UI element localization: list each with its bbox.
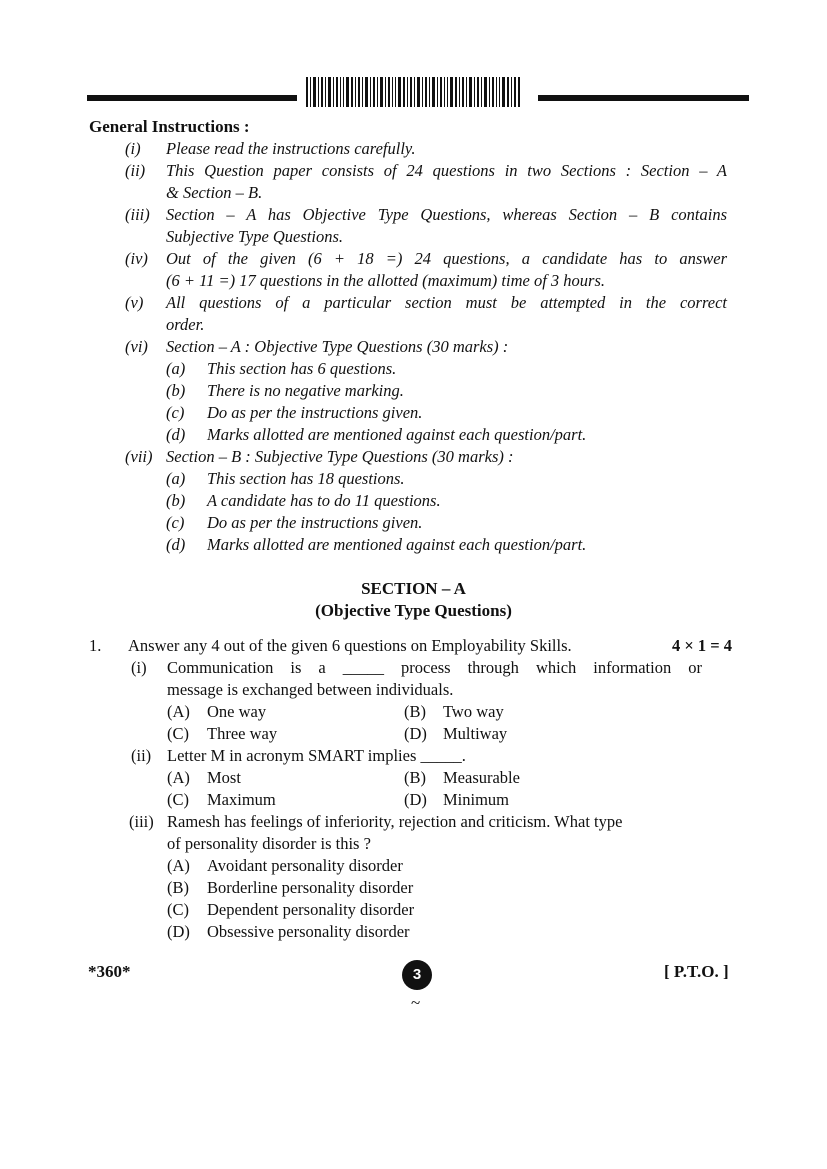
instruction-text: Section – A : Objective Type Questions (30 marks) : [166,337,509,356]
sub-instruction-number: (c) [166,513,185,532]
option-text: Maximum [207,790,276,809]
instruction-text: Please read the instructions carefully. [166,139,416,158]
option-label: (B) [404,768,426,787]
option-label: (B) [404,702,426,721]
option-label: (C) [167,724,189,743]
option-text: One way [207,702,267,721]
header-rule-right [538,95,749,101]
header-rule-left [87,95,297,101]
page-tilde: ~ [411,993,421,1012]
part-text: Ramesh has feelings of inferiority, rejection and criticism. What type [167,812,623,831]
sub-instruction-number: (a) [166,359,186,378]
option-label: (A) [167,768,190,787]
instruction-text: Subjective Type Questions. [166,227,344,246]
instruction-text: (6 + 11 =) 17 questions in the allotted (maximum) time of 3 hours. [166,271,605,290]
sub-instruction-number: (b) [166,491,186,510]
sub-instruction-text: Marks allotted are mentioned against each question/part. [207,535,587,554]
option-text: Three way [207,724,278,743]
part-number: (ii) [131,746,152,765]
sub-instruction-number: (c) [166,403,185,422]
option-text: Dependent personality disorder [207,900,415,919]
general-instructions-title: General Instructions : [89,117,250,136]
option-text: Obsessive personality disorder [207,922,410,941]
instruction-number: (i) [125,139,141,158]
option-label: (D) [167,922,190,941]
sub-instruction-number: (d) [166,425,186,444]
part-text: of personality disorder is this ? [167,834,371,853]
instruction-number: (vii) [125,447,153,466]
sub-instruction-text: Marks allotted are mentioned against each question/part. [207,425,587,444]
sub-instruction-text: A candidate has to do 11 questions. [207,491,441,510]
paper-code: *360* [88,962,131,981]
question-text: Answer any 4 out of the given 6 questions on Employability Skills. [128,636,572,655]
section-subtitle: (Objective Type Questions) [315,601,512,620]
part-text: Communication is a _____ process through which information or [167,658,702,677]
instruction-text: All questions of a particular section must be attempted in the correct [166,293,727,312]
instruction-number: (iii) [125,205,150,224]
page-number: 3 [402,960,432,990]
option-label: (A) [167,856,190,875]
instruction-number: (v) [125,293,144,312]
part-text: Letter M in acronym SMART implies _____. [167,746,466,765]
sub-instruction-number: (a) [166,469,186,488]
option-text: Avoidant personality disorder [207,856,403,875]
sub-instruction-text: This section has 18 questions. [207,469,405,488]
option-text: Borderline personality disorder [207,878,414,897]
barcode-icon [306,77,520,107]
part-number: (iii) [129,812,154,831]
part-number: (i) [131,658,147,677]
option-text: Minimum [443,790,510,809]
sub-instruction-text: Do as per the instructions given. [207,513,423,532]
option-label: (B) [167,878,189,897]
option-text: Most [207,768,241,787]
instruction-number: (iv) [125,249,148,268]
instruction-text: Section – B : Subjective Type Questions (30 marks) : [166,447,514,466]
option-label: (C) [167,790,189,809]
instruction-text: order. [166,315,205,334]
instruction-text: & Section – B. [166,183,263,202]
section-title: SECTION – A [361,579,466,598]
instruction-text: Out of the given (6 + 18 =) 24 questions, a candidate has to answer [166,249,727,268]
sub-instruction-number: (b) [166,381,186,400]
option-label: (A) [167,702,190,721]
pto-label: [ P.T.O. ] [664,962,729,981]
option-label: (D) [404,790,427,809]
option-text: Measurable [443,768,520,787]
instruction-number: (ii) [125,161,146,180]
part-text: message is exchanged between individuals. [167,680,454,699]
option-text: Multiway [443,724,508,743]
option-label: (D) [404,724,427,743]
sub-instruction-text: This section has 6 questions. [207,359,397,378]
instruction-number: (vi) [125,337,148,356]
sub-instruction-text: Do as per the instructions given. [207,403,423,422]
question-number: 1. [89,636,102,655]
option-text: Two way [443,702,504,721]
question-marks: 4 × 1 = 4 [672,636,733,655]
instruction-text: Section – A has Objective Type Questions, whereas Section – B contains [166,205,727,224]
sub-instruction-text: There is no negative marking. [207,381,404,400]
option-label: (C) [167,900,189,919]
instruction-text: This Question paper consists of 24 questions in two Sections : Section – A [166,161,727,180]
sub-instruction-number: (d) [166,535,186,554]
